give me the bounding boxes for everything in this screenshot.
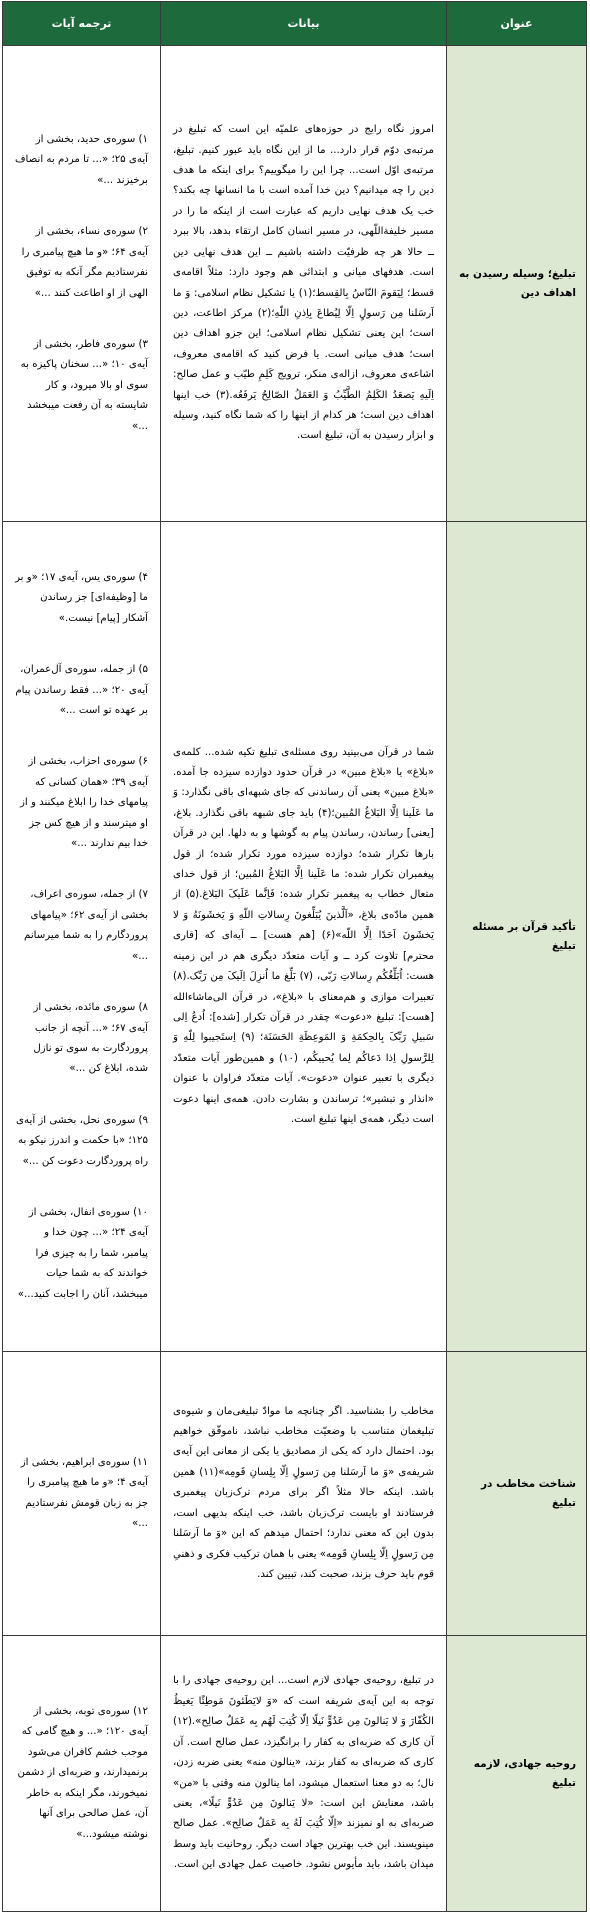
row-title: روحیه جهادی، لازمه تبلیغ: [447, 1636, 587, 1912]
row-body-text: امروز نگاه رایج در حوزه‌های علمیّه این است که تبلیغ در مرتبه‌ی دوّم قرار دارد... ما از این نگاه باید عبور کنیم. تبلیغ، مرتبه‌ی اوّل است... چرا این را میگوییم؟ برای اینکه ما هدف دین را چه میدانیم؟ دین خدا آمده است با ما انسانها چه بکند؟ خب یک هدف نهایی داریم که عبارت است از اینکه ما را در مسیر خلیفة‌اللّهی، در مسیر انسان کامل ارتقاء بدهد، بالا ببرد ــ حالا هر چه ظرفیّت داشته باشیم ــ این هدف نهایی دین است. هدفهای میانی و ابتدائی هم وجود دارد: مثلاً اقامه‌ی قسط؛ لِیَقومَ النّاسُ بِالقِسط؛(۱) یا تشکیل نظام اسلامی: وَ ما اَرسَلنا مِن رَسولٍ اِلّا لِیُطاعَ بِاِذنِ اللّهِ؛(۲) مرکز اطاعت، دین است؛ این یعنی تشکیل نظام اسلامی؛ این جزو اهداف دین است؛ هدف میانی است. یا فرض کنید که اقامه‌ی معروف، اشاعه‌ی معروف، ازاله‌ی منکر، ترویج کَلِمِ طیّب و عمل صالح: اِلَیهِ یَصعَدُ الکَلِمُ الطَّیِّبُ وَ العَمَلُ الصّالِحُ یَرفَعُه.(۳) خب اینها اهداف دین است؛ هر کدام از اینها را که شما نگاه کنید، وسیله و ابزار رسیدن به آن، تبلیغ است.: [173, 124, 435, 442]
translation-item: ۹) سوره‌ی نحل، بخشی از آیه‌ی ۱۲۵؛ «با حکمت و اندرز نیکو به راه پروردگارت دعوت کن ...»: [16, 1114, 148, 1167]
translation-item: ۱۱) سوره‌ی ابراهیم، بخشی از آیه‌ی ۴؛ «و ما هیچ پیامبری را جز به زبان قومش نفرستادیم ...»: [20, 1456, 148, 1529]
header-body: بیانات: [161, 2, 447, 46]
row-title: شناخت مخاطب در تبلیغ: [447, 1352, 587, 1636]
header-translation: ترجمه آیات: [3, 2, 161, 46]
translation-item: ۶) سوره‌ی احزاب، بخشی از آیه‌ی ۳۹؛ «همان کسانی که پیامهای خدا را ابلاغ میکنند و از او میترسند و از هیچ کس جز خدا بیم ندارند ...»: [19, 756, 148, 850]
table-row: [3, 1352, 587, 1636]
row-translations: [3, 1352, 161, 1636]
translation-item: ۳) سوره‌ی فاطر، بخشی از آیه‌ی ۱۰؛ «... سخنان پاکیزه به سوی او بالا میرود، و کار شایسته به آن رفعت میبخشد ...»: [20, 338, 148, 432]
table-row: [3, 1636, 587, 1912]
translation-item: ۱) سوره‌ی حدید، بخشی از آیه‌ی ۲۵؛ «... تا مردم به انصاف برخیزند ...»: [15, 134, 148, 186]
statements-table: [2, 1, 587, 1912]
row-body: [161, 1352, 447, 1636]
header-title: عنوان: [447, 2, 587, 46]
translation-item: ۴) سوره‌ی یس، آیه‌ی ۱۷؛ «و بر ما [وظیفه‌ای] جز رساندن آشکار [پیام] نیست.»: [15, 572, 148, 624]
translation-item: ۱۰) سوره‌ی انفال، بخشی از آیه‌ی ۲۴؛ «... چون خدا و پیامبر، شما را به چیزی فرا خواندند که به شما حیات میبخشد، آنان را اجابت کنید...»: [17, 1206, 148, 1300]
translation-item: ۲) سوره‌ی نساء، بخشی از آیه‌ی ۶۴؛ «و ما هیچ پیامبری را نفرستادیم مگر آنکه به توفیق الهی از او اطاعت کنند ...»: [21, 226, 148, 299]
row-body: [161, 522, 447, 1352]
row-title: تأکید قرآن بر مسئله تبلیغ: [447, 522, 587, 1352]
translation-item: ۱۲) سوره‌ی توبه، بخشی از آیه‌ی ۱۲۰؛ «... و هیچ گامی که موجب خشم کافران می‌شود برنمیدارند، و ضربه‌ای از دشمن نمیخورند، مگر اینکه به خاطر آن، عمل صالحی برای آنها نوشته میشود...»: [17, 1706, 148, 1840]
translation-item: ۷) از جمله، سوره‌ی اعراف، بخشی از آیه‌ی ۶۲؛ «پیامهای پروردگارم را به شما میرسانم ...»: [24, 889, 148, 962]
header-row: [3, 2, 587, 46]
row-translations: [3, 522, 161, 1352]
row-title: تبلیغ؛ وسیله رسیدن به اهداف دین: [447, 46, 587, 522]
row-body-text: مخاطب را بشناسید. اگر چنانچه ما موادّ تبلیغی‌مان و شیوه‌ی تبلیغمان متناسب با وضعیّت مخاطب نباشد، ناموفّق خواهیم بود. احتمال دارد که یکی از مصادیق یا یکی از معانی این آیه‌ی شریفه‌ی «وَ ما اَرسَلنا مِن رَسولٍ اِلّا بِلِسانِ قَومِه»(۱۱) همین باشد. اینکه حالا مثلاً اگر برای مردم ترک‌زبان پیغمبری فرستادند او بایست ترک‌زبان باشد، خب اینکه بدیهی است، بدون این که معنی ندارد؛ احتمال میدهم که این «وَ ما اَرسَلنا مِن رَسولٍ اِلّا بِلِسانِ قَومِه» یعنی با همان ترکیب فکری و ذهنیِ قوم باید حرف بزند، صحبت کند، تبیین کند.: [173, 1405, 434, 1580]
row-body: [161, 1636, 447, 1912]
table-row: [3, 46, 587, 522]
row-body-text: در تبلیغ، روحیه‌ی جهادی لازم است... این روحیه‌ی جهادی را با توجه به این آیه‌ی شریفه است که «وَ لایَطَئونَ مَوطِئًا یَغیظُ الکُفّارَ وَ لا یَنالونَ مِن عَدُوٍّ نَیلًا اِلّا کُتِبَ لَهُم بِه عَمَلٌ صالِح».(۱۲) آن کاری که ضربه‌ای به کفار را برانگیزد، عمل صالح است. آن کاری که ضربه‌ای به کفار بزند، «ینالون منه» یعنی ضربه زدن، نال؛ به دو معنا استعمال میشود، اما ینالون منه وقتی با «من» باشد، معنایش این است: «لا یَنالونَ مِن عَدُوٍّ نَیلًا»، یعنی ضربه‌ای به او نمیزند «اِلّا کُتِبَ لَهُ بِه عَمَلٌ صالِح». عمل صالح مینویسند. این خب بهترین جهاد است دیگر. روحانیت باید وسط میدان باشد، باید مأیوس نشود. خاصیت عمل جهادی این است.: [173, 1675, 434, 1871]
translation-item: ۵) از جمله، سوره‌ی آل‌عمران، آیه‌ی ۲۰؛ «... فقط رساندن پیام بر عهده تو است ...»: [15, 664, 148, 717]
translation-item: ۸) سوره‌ی مائده، بخشی از آیه‌ی ۶۷؛ «... آنچه از جانب پروردگارت به سوی تو نازل شده، ابلاغ کن ...»: [33, 1002, 148, 1075]
row-body-text: شما در قرآن می‌بینید روی مسئله‌ی تبلیغ تکیه شده... کلمه‌ی «بلاغ» یا «بلاغ مبین» در قرآن حدود دوازده سیزده جا آمده. «بلاغ مبین» یعنی آن رساندنی که جای شبهه‌ای باقی نگذارد: وَ ما عَلَینا اِلَّا البَلاغُ المُبین؛(۴) باید جای شبهه باقی نگذارد. بلاغ، [یعنی] رساندن، رساندن پیام به گوشها و به دلها. این در قرآن بارها تکرار شده؛ دوازده سیزده مورد تکرار شده؛ از قول پیغمبران تکرار شده: ما عَلَینا اِلَّا البَلاغُ المُبین؛ از قول خدای متعال خطاب به پیغمبر تکرار شده: فَاِنَّما عَلَیکَ البَلاغ.(۵) از همین مادّه‌ی بلاغ، «اَلَّذینَ یُبَلِّغونَ رِسالاتِ اللّهِ وَ یَخشَونَهُ وَ لا یَخشَونَ اَحَدًا اِلَّا اللّه»(۶) [هم هست] ــ آیه‌ای که [قاری محترم] تلاوت کرد ــ و آیات متعدّد دیگری هم در این زمینه هست: اُبَلِّغُکُم رِسالاتِ رَبّی، (۷) بَلِّغ ما اُنزِلَ اِلَیکَ مِن رَبِّک.(۸) تعبیرات موازی و هم‌معنای با «بلاغ»، در قرآن الی‌ماشاءالله [هست]: تبلیغ «دعوت» چقدر در قرآن تکرار [شده]: اُدعُ اِلی سَبیلِ رَبِّکَ بِالحِکمَةِ وَ المَوعِظَةِ الحَسَنَة؛ (۹) اِستَجیبوا لِلّهِ وَ لِلرَّسولِ اِذا دَعاکُم لِما یُحییکُم، (۱۰) و همین‌طور آیات متعدّد دیگری با تعبیر عنوان «دعوت». آیات متعدّد فراوان با عنوان «انذار و تبشیر»؛ ترساندن و بشارت دادن. همه‌ی اینها دعوت است دیگر، همه‌ی اینها تبلیغ است.: [173, 746, 434, 1125]
row-body: [161, 46, 447, 522]
row-translations: [3, 46, 161, 522]
table-row: [3, 522, 587, 1352]
row-translations: [3, 1636, 161, 1912]
